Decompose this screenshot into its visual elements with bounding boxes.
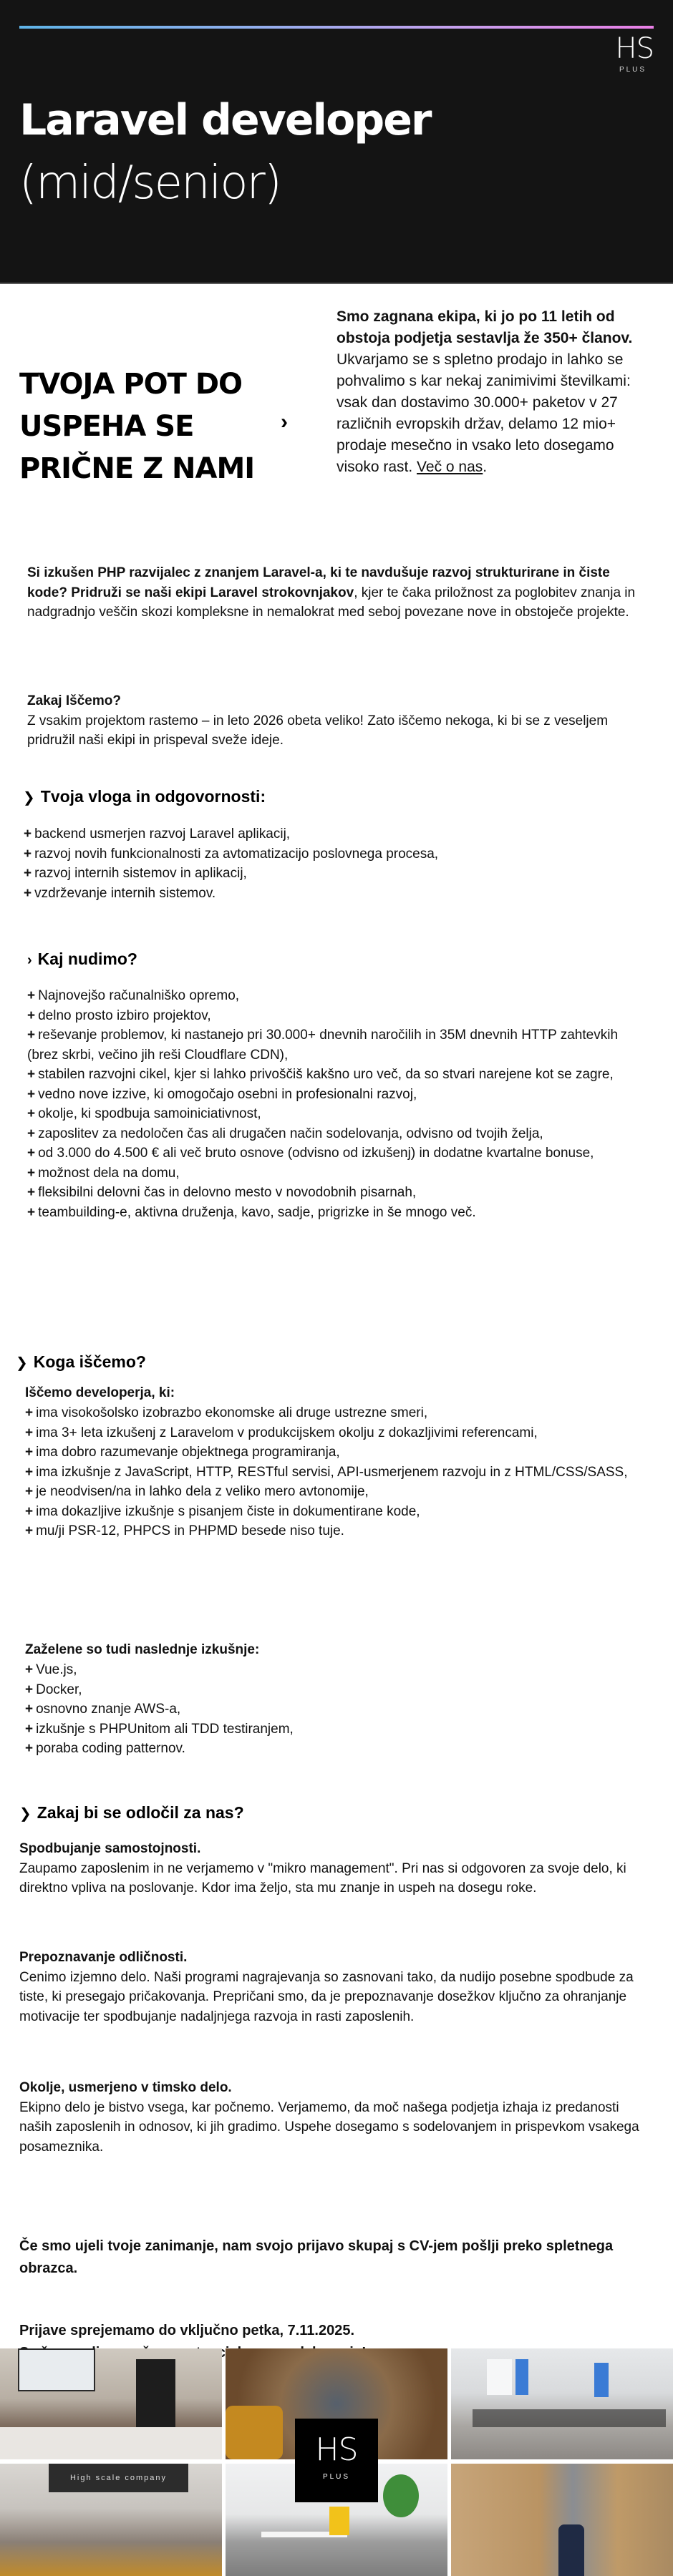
plus-icon: + [25, 1503, 34, 1519]
item-text: okolje, ki spodbuja samoiniciativnost, [38, 1106, 261, 1121]
hs-plus-logo[interactable] [604, 34, 654, 74]
item-text: stabilen razvojni cikel, kjer si lahko privoščiš kakšno uro več, da so stvari narejene kot se zagre, [38, 1067, 614, 1082]
open-office-photo [451, 2348, 673, 2459]
lead-paragraph [27, 563, 650, 623]
item-text: Najnovejšo računalniško opremo, [38, 988, 240, 1003]
list-item [27, 986, 650, 1006]
plus-icon: + [27, 1165, 36, 1181]
logo-main: HS [615, 32, 654, 65]
item-text: Vue.js, [36, 1662, 77, 1677]
item-text: razvoj internih sistemov in aplikacij, [34, 866, 247, 881]
company-intro [336, 306, 652, 478]
plus-icon: + [27, 1067, 36, 1082]
block-text: Ekipno delo je bistvo vsega, kar počnemo. Verjamemo, da moč našega podjetja izhaja iz predanosti naših zaposlenih in odnosov, ki jih gradimo. Uspehe dosegamo s sodelovanjem in prispevkom vsakega posameznika. [19, 2099, 639, 2155]
bonus-heading: Zaželene so tudi naslednje izkušnje: [25, 1642, 260, 1657]
why-us-block [19, 1839, 653, 1898]
hero-banner [0, 0, 673, 284]
plus-icon: + [27, 1106, 36, 1121]
plus-icon: + [25, 1662, 34, 1677]
item-text: delno prosto izbiro projektov, [38, 1008, 211, 1023]
about-us-link[interactable]: Več o nas [417, 459, 483, 475]
heading-text: Koga iščemo? [33, 1352, 146, 1371]
plus-icon: + [25, 1741, 34, 1756]
plus-icon: + [25, 1445, 34, 1460]
intro-headline [19, 364, 263, 490]
list-item [25, 1423, 648, 1443]
item-text: Docker, [36, 1682, 82, 1697]
list-item [24, 864, 654, 884]
why-search-block [27, 691, 650, 751]
list-item [24, 824, 654, 844]
plus-icon: + [27, 1008, 36, 1023]
list-item [24, 844, 654, 864]
item-text: od 3.000 do 4.500 € ali več bruto osnove (odvisno od izkušenj) in dodatne kvartalne bonuse, [38, 1146, 594, 1161]
list-item [25, 1463, 648, 1483]
colleagues-laptops-photo [0, 2464, 222, 2576]
plus-icon: + [25, 1464, 34, 1480]
plus-icon: + [24, 885, 32, 901]
intro-bold: Smo zagnana ekipa, ki jo po 11 letih od obstoja podjetja sestavlja že 350+ članov. [336, 308, 633, 346]
item-text: fleksibilni delovni čas in delovno mesto v novodobnih pisarnah, [38, 1185, 417, 1200]
logo-main: HS [315, 2431, 358, 2468]
item-text: ima dobro razumevanje objektnega programiranja, [36, 1445, 340, 1460]
list-item [25, 1443, 648, 1463]
item-text: mu/ji PSR-12, PHPCS in PHPMD besede niso tuje. [36, 1523, 344, 1538]
list-item [25, 1403, 648, 1423]
item-text: poraba coding patternov. [36, 1741, 185, 1756]
item-text: ima visokošolsko izobrazbo ekonomske ali druge ustrezne smeri, [36, 1405, 428, 1420]
plus-icon: + [24, 826, 32, 841]
headline-line: TVOJA POT DO [19, 368, 243, 401]
plus-icon: + [27, 988, 36, 1003]
offer-list [27, 986, 650, 1222]
lead-text: , kjer te čaka priložnost za poglobitev znanja in nadgradnjo veščin skozi kompleksne in nemalokrat med seboj povezane nove in obstoječe projekte. [27, 585, 636, 620]
list-item [27, 1124, 650, 1144]
plus-icon: + [27, 1185, 36, 1200]
plus-icon: + [25, 1702, 34, 1717]
item-text: osnovno znanje AWS-a, [36, 1702, 181, 1717]
heading-text: Kaj nudimo? [37, 950, 137, 968]
section-heading-role [23, 786, 266, 809]
plus-icon: + [27, 1146, 36, 1161]
list-item [25, 1739, 648, 1759]
meeting-presentation-photo [0, 2348, 222, 2459]
heading-text: Zakaj bi se odločil za nas? [37, 1803, 244, 1822]
list-item [25, 1699, 648, 1719]
headline-line: USPEHA SE [19, 410, 194, 443]
chevron-right-icon: ❯ [16, 1355, 28, 1371]
item-text: ima dokazljive izkušnje s pisanjem čiste in dokumentirane kode, [36, 1503, 420, 1519]
plus-icon: + [27, 1086, 36, 1102]
logo-sub: PLUS [322, 2473, 351, 2481]
item-text: izkušnje s PHPUnitom ali TDD testiranjem, [36, 1721, 294, 1737]
list-item [25, 1660, 648, 1680]
plus-icon: + [24, 866, 32, 881]
block-text: Cenimo izjemno delo. Naši programi nagrajevanja so zasnovani tako, da nudijo posebne spodbude za tiste, ki presegajo pričakovanja. Prepričani smo, da je prepoznavanje dosežkov ključno za ohranjanje motivacije ter spodbujanje nadaljnjega razvoja in rasti zaposlenih. [19, 1969, 634, 2024]
plus-icon: + [25, 1425, 34, 1440]
list-item [27, 1143, 650, 1163]
role-list [24, 824, 654, 903]
item-text: ima 3+ leta izkušenj z Laravelom v produkcijskem okolju z dokazljivimi referencami, [36, 1425, 538, 1440]
hs-plus-logo-badge [295, 2419, 378, 2502]
list-item [25, 1521, 648, 1541]
list-item [27, 1006, 650, 1026]
plus-icon: + [27, 1204, 36, 1220]
block-title: Spodbujanje samostojnosti. [19, 1841, 201, 1856]
item-text: reševanje problemov, ki nastanejo pri 30.000+ dnevnih naročilih in 35M dnevnih HTTP zahtevkih (brez skrbi, večino jih reši Cloudflare CDN), [27, 1028, 619, 1063]
item-text: zaposlitev za nedoločen čas ali drugačen način sodelovanja, odvisno od tvojih želja, [38, 1126, 543, 1141]
plus-icon: + [27, 1126, 36, 1141]
why-search-heading: Zakaj Iščemo? [27, 693, 121, 708]
plus-icon: + [25, 1721, 34, 1737]
heading-text: Tvoja vloga in odgovornosti: [40, 787, 266, 806]
job-title: Laravel developer [19, 95, 431, 145]
item-text: vzdrževanje internih sistemov. [34, 885, 216, 901]
list-item [27, 1104, 650, 1124]
list-item [25, 1502, 648, 1522]
deadline: Prijave sprejemamo do vključno petka, 7.11.2025. [19, 2323, 355, 2338]
item-text: možnost dela na domu, [38, 1165, 180, 1181]
list-item [27, 1065, 650, 1085]
warehouse-photo [451, 2464, 673, 2576]
who-list [25, 1403, 648, 1541]
block-title: Prepoznavanje odličnosti. [19, 1950, 188, 1965]
plus-icon: + [25, 1405, 34, 1420]
block-text: Zaupamo zaposlenim in ne verjamemo v "mikro management". Pri nas si odgovoren za svoje delo, ki direktno vpliva na poslovanje. Kdor ima željo, sta mu znanje in uspeh na dosegu roke. [19, 1860, 626, 1896]
chevron-right-icon: › [27, 952, 32, 968]
item-text: teambuilding-e, aktivna druženja, kavo, sadje, prigrizke in še mnogo več. [38, 1204, 476, 1220]
chevron-right-icon: ❯ [19, 1806, 32, 1822]
list-item [27, 1203, 650, 1223]
chevron-right-icon: ❯ [23, 790, 35, 806]
plus-icon: + [24, 846, 32, 862]
item-text: backend usmerjen razvoj Laravel aplikacij, [34, 826, 291, 841]
who-subheading: Iščemo developerja, ki: [25, 1385, 175, 1400]
logo-sub: PLUS [619, 66, 647, 74]
bonus-list [25, 1660, 648, 1759]
item-text: vedno nove izzive, ki omogočajo osebni in profesionalni razvoj, [38, 1086, 417, 1102]
plus-icon: + [25, 1682, 34, 1697]
plus-icon: + [25, 1523, 34, 1538]
list-item [27, 1025, 650, 1065]
list-item [27, 1183, 650, 1203]
why-us-block [19, 2078, 653, 2157]
section-heading-who [16, 1351, 146, 1374]
why-search-text: Z vsakim projektom rastemo – in leto 2026 obeta veliko! Zato iščemo nekoga, ki bi se z veseljem pridružil naši ekipi in prispeval sveže ideje. [27, 713, 609, 748]
item-text: ima izkušnje z JavaScript, HTTP, RESTful servisi, API-usmerjenem razvoju in z HTML/CSS/SASS, [36, 1464, 628, 1480]
list-item [27, 1163, 650, 1184]
apply-cta: Če smo ujeli tvoje zanimanje, nam svojo prijavo skupaj s CV-jem pošlji preko spletnega obrazca. [19, 2238, 614, 2276]
block-title: Okolje, usmerjeno v timsko delo. [19, 2080, 232, 2095]
why-us-block [19, 1948, 653, 2026]
section-heading-why-us [19, 1802, 244, 1825]
chevron-right-icon: › [281, 410, 288, 434]
gradient-divider [19, 26, 654, 29]
plus-icon: + [27, 1028, 36, 1043]
job-level: (mid/senior) [19, 157, 281, 210]
list-item [25, 1482, 648, 1502]
list-item [24, 884, 654, 904]
plus-icon: + [25, 1484, 34, 1499]
list-item [25, 1719, 648, 1740]
lead-bold: Si izkušen PHP razvijalec z znanjem Laravel-a, ki te navdušuje razvoj strukturirane in čiste kode? Pridruži se naši ekipi Laravel strokovnjakov [27, 565, 610, 600]
section-heading-offer [27, 948, 137, 971]
item-text: je neodvisen/na in lahko dela z veliko mero avtonomije, [36, 1484, 369, 1499]
headline-line: PRIČNE Z NAMI [19, 452, 255, 485]
punctuation: . [483, 459, 488, 475]
list-item [25, 1680, 648, 1700]
item-text: razvoj novih funkcionalnosti za avtomatizacijo poslovnega procesa, [34, 846, 439, 862]
list-item [27, 1085, 650, 1105]
intro-text: Ukvarjamo se s spletno prodajo in lahko se pohvalimo s kar nekaj zanimivimi številkami: vsak dan dostavimo 30.000+ paketov v 27 različnih evropskih držav, delamo 12 mio+ prodaje mesečno in vsako leto dosegamo visoko rast. [336, 351, 631, 475]
wall-sign: High scale company [49, 2464, 188, 2492]
